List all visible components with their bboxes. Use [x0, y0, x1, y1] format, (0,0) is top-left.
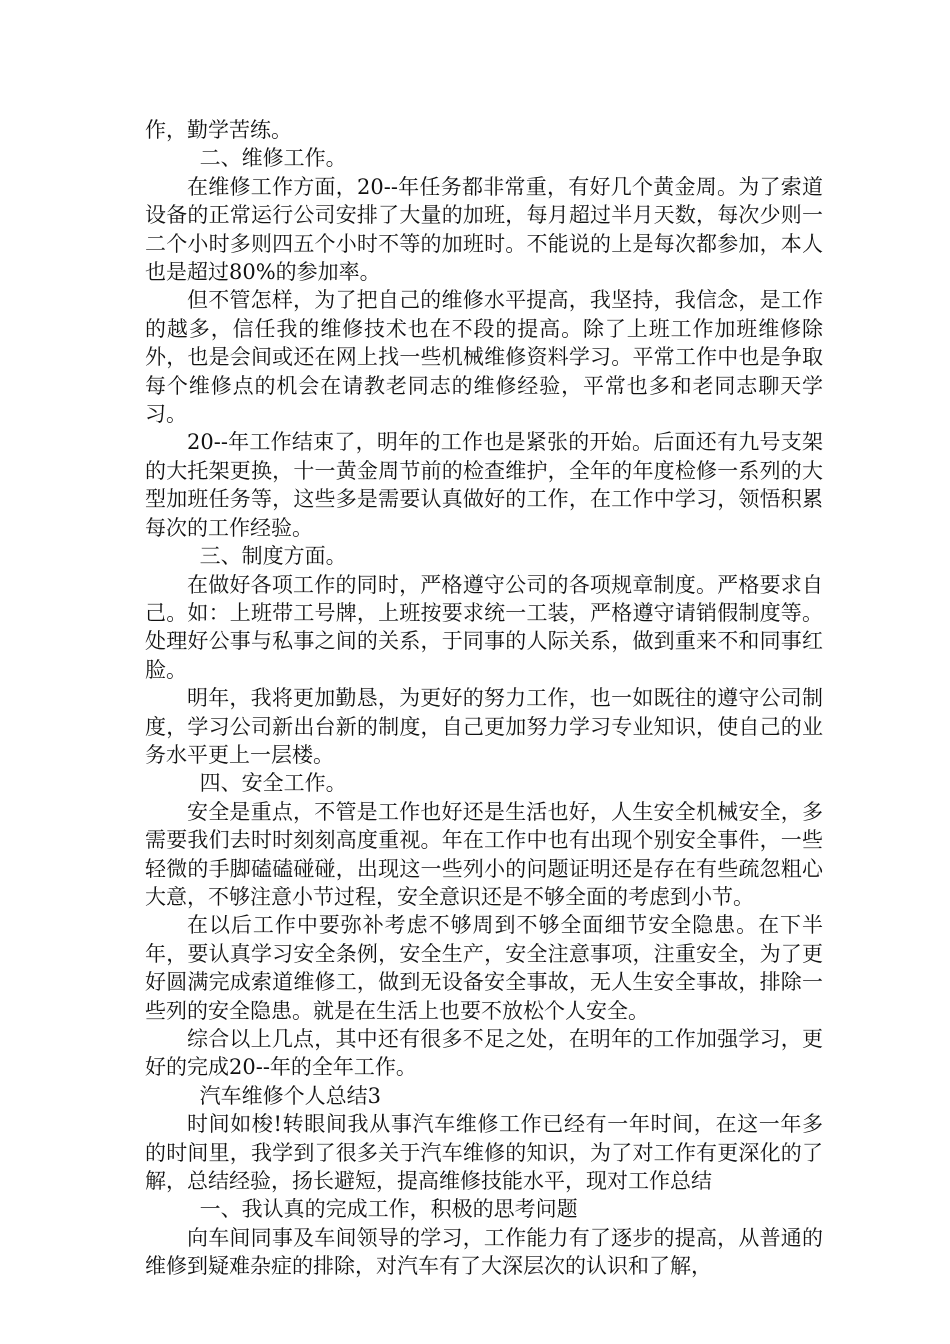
paragraph: 明年，我将更加勤恳，为更好的努力工作，也一如既往的遵守公司制度，学习公司新出台新的制度，自己更加努力学习专业知识，使自己的业务水平更上一层楼。 — [145, 686, 823, 767]
section-heading-maintenance: 二、维修工作。 — [199, 146, 347, 171]
paragraph: 安全是重点，不管是工作也好还是生活也好，人生安全机械安全，多需要我们去时时刻刻高度重视。年在工作中也有出现个别安全事件，一些轻微的手脚磕磕碰碰，出现这一些列小的问题证明还是存在有些疏忽粗心大意，不够注意小节过程，安全意识还是不够全面的考虑到小节。 — [145, 799, 823, 909]
paragraph: 在做好各项工作的同时，严格遵守公司的各项规章制度。严格要求自己。如：上班带工号牌，上班按要求统一工装，严格遵守请销假制度等。处理好公事与私事之间的关系，于同事的人际关系，做到重来不和同事红脸。 — [145, 572, 823, 682]
article-title: 汽车维修个人总结3 — [199, 1083, 381, 1108]
paragraph: 时间如梭!转眼间我从事汽车维修工作已经有一年时间，在这一年多的时间里，我学到了很多关于汽车维修的知识，为了对工作有更深化的了解，总结经验，扬长避短，提高维修技能水平，现对工作总结 — [145, 1112, 823, 1194]
paragraph-continuation: 作，勤学苦练。 — [145, 118, 292, 142]
section-heading-work: 一、我认真的完成工作，积极的思考问题 — [199, 1197, 578, 1222]
paragraph: 在以后工作中要弥补考虑不够周到不够全面细节安全隐患。在下半年，要认真学习安全条例，安全生产，安全注意事项，注重安全，为了更好圆满完成索道维修工，做到无设备安全事故，无人生安全事故，排除一些列的安全隐患。就是在生活上也要不放松个人安全。 — [145, 913, 823, 1023]
document-body — [145, 116, 823, 1281]
paragraph: 综合以上几点，其中还有很多不足之处，在明年的工作加强学习，更好的完成20--年的全年工作。 — [145, 1027, 823, 1080]
paragraph: 但不管怎样，为了把自己的维修水平提高，我坚持，我信念，是工作的越多，信任我的维修技术也在不段的提高。除了上班工作加班维修除外，也是会间或还在网上找一些机械维修资料学习。平常工作中也是争取每个维修点的机会在请教老同志的维修经验，平常也多和老同志聊天学习。 — [145, 288, 823, 427]
paragraph: 向车间同事及车间领导的学习，工作能力有了逐步的提高，从普通的维修到疑难杂症的排除，对汽车有了大深层次的认识和了解， — [145, 1225, 823, 1279]
paragraph: 在维修工作方面，20--年任务都非常重，有好几个黄金周。为了索道设备的正常运行公司安排了大量的加班，每月超过半月天数，每次少则一二个小时多则四五个小时不等的加班时。不能说的上是每次都参加，本人也是超过80%的参加率。 — [145, 174, 823, 285]
section-heading-safety: 四、安全工作。 — [199, 771, 347, 796]
section-heading-rules: 三、制度方面。 — [199, 544, 347, 569]
paragraph: 20--年工作结束了，明年的工作也是紧张的开始。后面还有九号支架的大托架更换，十一黄金周节前的检查维护，全年的年度检修一系列的大型加班任务等，这些多是需要认真做好的工作，在工作中学习，领悟积累每次的工作经验。 — [145, 430, 823, 540]
